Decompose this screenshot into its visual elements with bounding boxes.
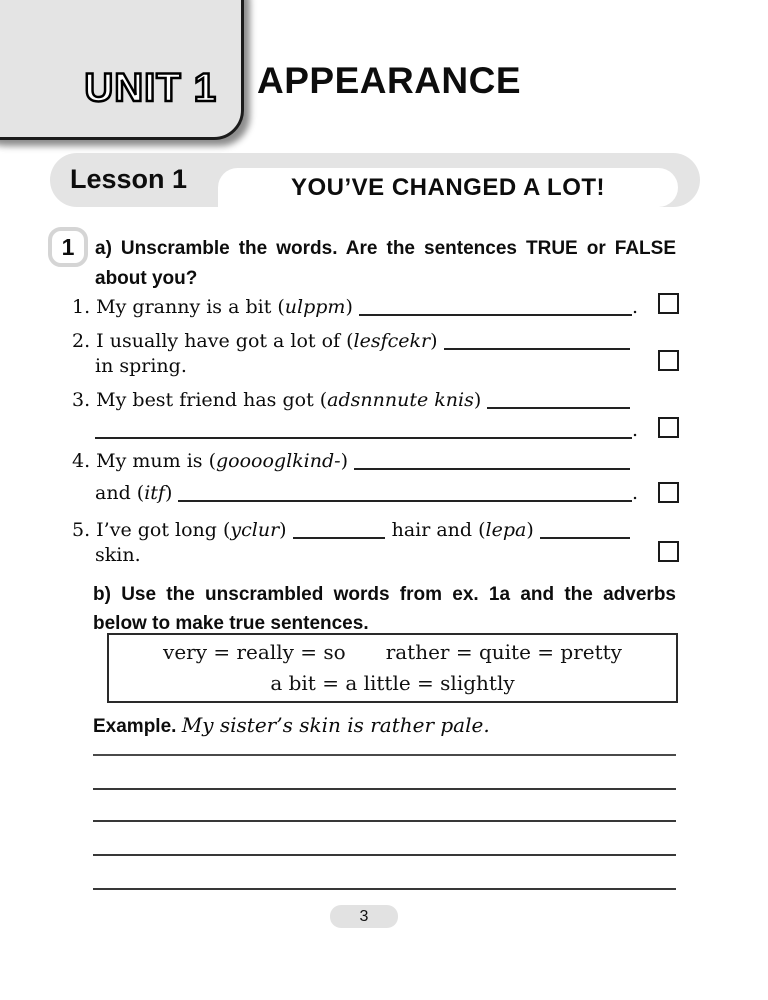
writing-line-4[interactable]	[93, 854, 676, 856]
true-false-checkbox-5[interactable]	[658, 541, 679, 562]
lesson-title: YOU’VE CHANGED A LOT!	[290, 173, 606, 201]
answer-blank-4b[interactable]	[178, 500, 632, 502]
item-text: )	[473, 389, 482, 411]
scrambled-word: adsnnnute knis	[327, 389, 474, 411]
writing-line-2[interactable]	[93, 788, 676, 790]
adverb-group-2: rather = quite = pretty	[385, 640, 622, 664]
part-b-instruction-line1: b) Use the unscrambled words from ex. 1a and the adverbs	[93, 584, 676, 605]
sentence-item-4-line2	[95, 482, 638, 505]
writing-line-3[interactable]	[93, 820, 676, 822]
item-number: 4.	[72, 450, 97, 472]
lesson-bar	[50, 153, 700, 207]
part-a-instruction	[95, 234, 676, 294]
true-false-checkbox-2[interactable]	[658, 350, 679, 371]
item-text: My mum is (	[96, 450, 216, 472]
answer-blank-1[interactable]	[359, 314, 632, 316]
answer-blank-2[interactable]	[444, 348, 630, 350]
answer-blank-5[interactable]	[293, 537, 385, 539]
true-false-checkbox-3[interactable]	[658, 417, 679, 438]
sentence-item-2	[72, 330, 630, 353]
answer-blank-5b[interactable]	[540, 537, 630, 539]
item-text: )	[279, 519, 287, 541]
adverbs-line-2	[270, 668, 514, 699]
item-text: .	[631, 482, 638, 504]
item-text: )	[526, 519, 534, 541]
scrambled-word: itf	[144, 482, 165, 504]
page-number-badge	[330, 905, 398, 928]
sentence-item-1	[72, 296, 638, 319]
item-number: 1.	[72, 296, 97, 318]
adverb-group-3: a bit = a little = slightly	[270, 671, 515, 695]
sentence-item-4	[72, 450, 630, 473]
unit-title: APPEARANCE	[257, 60, 522, 101]
item-text: .	[631, 419, 638, 441]
writing-line-1[interactable]	[93, 754, 676, 756]
item-text: I’ve got long (	[96, 519, 231, 541]
answer-blank-3[interactable]	[487, 407, 630, 409]
item-text: and (	[95, 482, 145, 504]
item-number: 5.	[72, 519, 97, 541]
item-text: )	[164, 482, 173, 504]
sentence-item-2-line2: in spring.	[95, 355, 187, 377]
example-line	[93, 713, 490, 738]
true-false-checkbox-1[interactable]	[658, 293, 679, 314]
answer-blank-3b[interactable]	[95, 437, 632, 439]
sentence-item-3-line2	[95, 419, 638, 442]
scrambled-word: lepa	[485, 519, 527, 541]
sentence-item-5	[72, 519, 630, 542]
writing-line-5[interactable]	[93, 888, 676, 890]
true-false-checkbox-4[interactable]	[658, 482, 679, 503]
sentence-item-5-line2: skin.	[95, 544, 141, 566]
lesson-label: Lesson 1	[70, 164, 188, 194]
part-b-instruction-line2: below to make true sentences.	[93, 613, 369, 634]
item-text: hair and (	[391, 519, 486, 541]
item-text: .	[631, 296, 638, 318]
item-number: 3.	[72, 389, 97, 411]
item-text: )	[345, 296, 353, 318]
page-number: 3	[359, 907, 369, 925]
item-text: I usually have got a lot of (	[96, 330, 354, 352]
sentence-item-3	[72, 389, 630, 412]
part-b-instruction	[93, 580, 676, 638]
unit-label: UNIT 1	[84, 66, 217, 110]
exercise-number: 1	[61, 233, 75, 260]
item-text: )	[430, 330, 438, 352]
exercise-number-badge	[48, 227, 88, 267]
scrambled-word: ulppm	[284, 296, 346, 318]
scrambled-word: yclur	[230, 519, 280, 541]
item-text: My best friend has got (	[96, 389, 328, 411]
unit-tab	[0, 0, 244, 140]
adverbs-box	[107, 633, 678, 703]
adverbs-line-1	[163, 637, 622, 668]
part-a-instruction-line1: a) Unscramble the words. Are the sentences TRUE or FALSE	[95, 238, 676, 259]
adverbs-gap	[346, 637, 386, 668]
example-label: Example.	[93, 716, 182, 737]
example-text: My sister’s skin is rather pale.	[181, 713, 490, 737]
lesson-title-panel	[218, 168, 678, 207]
item-text: )	[340, 450, 348, 472]
answer-blank-4[interactable]	[354, 468, 630, 470]
item-number: 2.	[72, 330, 97, 352]
scrambled-word: lesfcekr	[353, 330, 431, 352]
adverb-group-1: very = really = so	[163, 640, 346, 664]
item-text: My granny is a bit (	[96, 296, 285, 318]
part-a-instruction-line2: about you?	[95, 268, 198, 289]
scrambled-word: gooooglkind-	[216, 450, 341, 472]
